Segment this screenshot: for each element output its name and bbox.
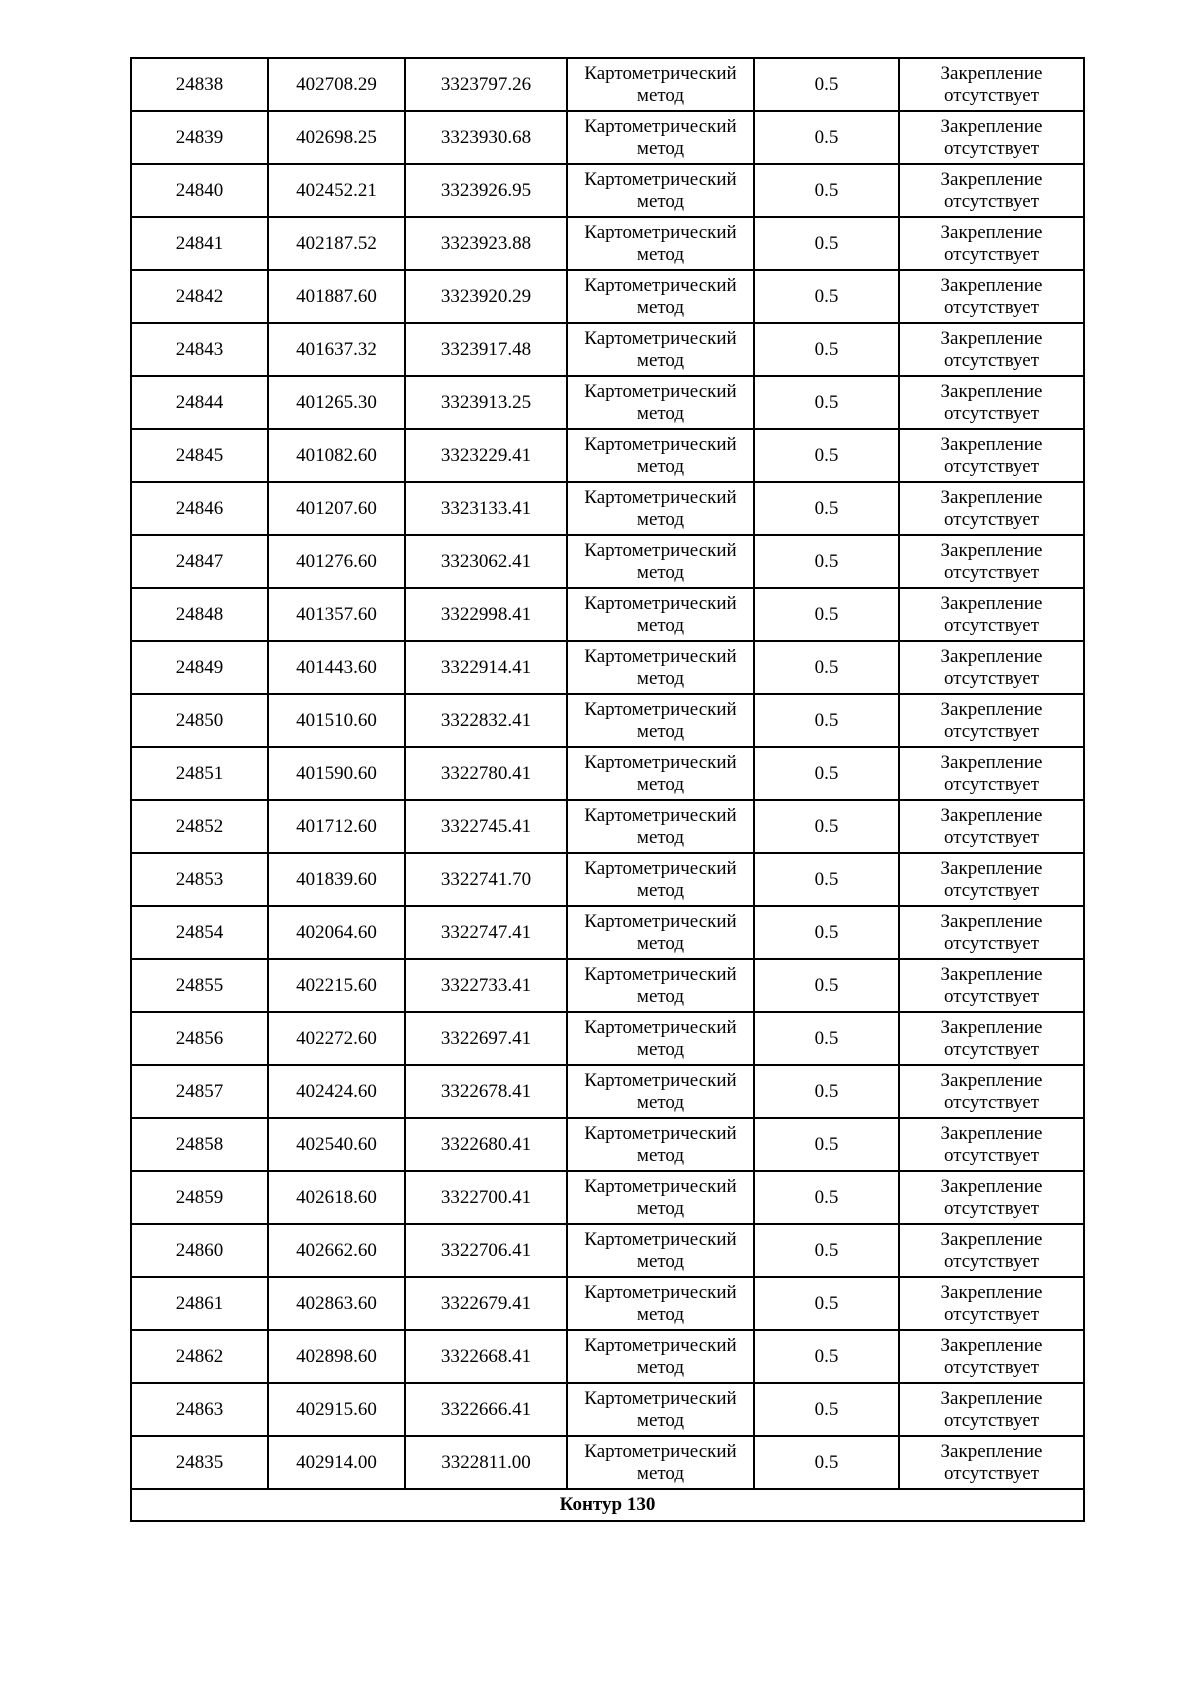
accuracy-cell: 0.5 xyxy=(754,800,899,853)
fixing-cell: Закрепление отсутствует xyxy=(899,1065,1084,1118)
fixing-cell: Закрепление отсутствует xyxy=(899,1330,1084,1383)
x-coordinate-cell: 402618.60 xyxy=(268,1171,405,1224)
accuracy-cell: 0.5 xyxy=(754,1118,899,1171)
method-cell: Картометрический метод xyxy=(567,164,754,217)
fixing-cell: Закрепление отсутствует xyxy=(899,906,1084,959)
accuracy-cell: 0.5 xyxy=(754,694,899,747)
table-row xyxy=(131,853,1084,906)
table-row xyxy=(131,959,1084,1012)
x-coordinate-cell: 401510.60 xyxy=(268,694,405,747)
point-number-cell: 24855 xyxy=(131,959,268,1012)
method-cell: Картометрический метод xyxy=(567,1277,754,1330)
y-coordinate-cell: 3323926.95 xyxy=(405,164,567,217)
x-coordinate-cell: 402540.60 xyxy=(268,1118,405,1171)
x-coordinate-cell: 402064.60 xyxy=(268,906,405,959)
point-number-cell: 24840 xyxy=(131,164,268,217)
method-cell: Картометрический метод xyxy=(567,1171,754,1224)
y-coordinate-cell: 3323920.29 xyxy=(405,270,567,323)
accuracy-cell: 0.5 xyxy=(754,1224,899,1277)
point-number-cell: 24861 xyxy=(131,1277,268,1330)
fixing-cell: Закрепление отсутствует xyxy=(899,641,1084,694)
table-row xyxy=(131,1436,1084,1489)
method-cell: Картометрический метод xyxy=(567,376,754,429)
fixing-cell: Закрепление отсутствует xyxy=(899,694,1084,747)
method-cell: Картометрический метод xyxy=(567,853,754,906)
table-row xyxy=(131,376,1084,429)
fixing-cell: Закрепление отсутствует xyxy=(899,376,1084,429)
fixing-cell: Закрепление отсутствует xyxy=(899,1224,1084,1277)
x-coordinate-cell: 402187.52 xyxy=(268,217,405,270)
table-row xyxy=(131,1330,1084,1383)
table-row xyxy=(131,694,1084,747)
y-coordinate-cell: 3323062.41 xyxy=(405,535,567,588)
method-cell: Картометрический метод xyxy=(567,588,754,641)
y-coordinate-cell: 3323133.41 xyxy=(405,482,567,535)
x-coordinate-cell: 401276.60 xyxy=(268,535,405,588)
fixing-cell: Закрепление отсутствует xyxy=(899,535,1084,588)
x-coordinate-cell: 402898.60 xyxy=(268,1330,405,1383)
fixing-cell: Закрепление отсутствует xyxy=(899,270,1084,323)
accuracy-cell: 0.5 xyxy=(754,641,899,694)
y-coordinate-cell: 3323917.48 xyxy=(405,323,567,376)
x-coordinate-cell: 401357.60 xyxy=(268,588,405,641)
fixing-cell: Закрепление отсутствует xyxy=(899,323,1084,376)
coordinates-table xyxy=(130,57,1085,1522)
y-coordinate-cell: 3322680.41 xyxy=(405,1118,567,1171)
accuracy-cell: 0.5 xyxy=(754,959,899,1012)
accuracy-cell: 0.5 xyxy=(754,376,899,429)
point-number-cell: 24842 xyxy=(131,270,268,323)
fixing-cell: Закрепление отсутствует xyxy=(899,1277,1084,1330)
table-row xyxy=(131,1012,1084,1065)
fixing-cell: Закрепление отсутствует xyxy=(899,800,1084,853)
fixing-cell: Закрепление отсутствует xyxy=(899,482,1084,535)
table-row xyxy=(131,1224,1084,1277)
y-coordinate-cell: 3322697.41 xyxy=(405,1012,567,1065)
point-number-cell: 24848 xyxy=(131,588,268,641)
y-coordinate-cell: 3322914.41 xyxy=(405,641,567,694)
fixing-cell: Закрепление отсутствует xyxy=(899,1171,1084,1224)
point-number-cell: 24854 xyxy=(131,906,268,959)
x-coordinate-cell: 402272.60 xyxy=(268,1012,405,1065)
method-cell: Картометрический метод xyxy=(567,694,754,747)
y-coordinate-cell: 3322733.41 xyxy=(405,959,567,1012)
x-coordinate-cell: 401265.30 xyxy=(268,376,405,429)
x-coordinate-cell: 402424.60 xyxy=(268,1065,405,1118)
table-row xyxy=(131,111,1084,164)
point-number-cell: 24844 xyxy=(131,376,268,429)
x-coordinate-cell: 402698.25 xyxy=(268,111,405,164)
point-number-cell: 24838 xyxy=(131,58,268,111)
fixing-cell: Закрепление отсутствует xyxy=(899,217,1084,270)
y-coordinate-cell: 3322679.41 xyxy=(405,1277,567,1330)
point-number-cell: 24851 xyxy=(131,747,268,800)
method-cell: Картометрический метод xyxy=(567,429,754,482)
point-number-cell: 24847 xyxy=(131,535,268,588)
x-coordinate-cell: 402863.60 xyxy=(268,1277,405,1330)
table-row xyxy=(131,1118,1084,1171)
accuracy-cell: 0.5 xyxy=(754,323,899,376)
method-cell: Картометрический метод xyxy=(567,1436,754,1489)
table-row xyxy=(131,58,1084,111)
method-cell: Картометрический метод xyxy=(567,1012,754,1065)
accuracy-cell: 0.5 xyxy=(754,217,899,270)
fixing-cell: Закрепление отсутствует xyxy=(899,1383,1084,1436)
accuracy-cell: 0.5 xyxy=(754,906,899,959)
y-coordinate-cell: 3322780.41 xyxy=(405,747,567,800)
contour-label: Контур 130 xyxy=(131,1489,1084,1521)
point-number-cell: 24852 xyxy=(131,800,268,853)
table-row xyxy=(131,429,1084,482)
method-cell: Картометрический метод xyxy=(567,1118,754,1171)
table-row xyxy=(131,641,1084,694)
point-number-cell: 24857 xyxy=(131,1065,268,1118)
contour-footer-row xyxy=(131,1489,1084,1521)
fixing-cell: Закрепление отсутствует xyxy=(899,58,1084,111)
y-coordinate-cell: 3322747.41 xyxy=(405,906,567,959)
y-coordinate-cell: 3323797.26 xyxy=(405,58,567,111)
y-coordinate-cell: 3323229.41 xyxy=(405,429,567,482)
y-coordinate-cell: 3322741.70 xyxy=(405,853,567,906)
y-coordinate-cell: 3322811.00 xyxy=(405,1436,567,1489)
fixing-cell: Закрепление отсутствует xyxy=(899,853,1084,906)
method-cell: Картометрический метод xyxy=(567,535,754,588)
point-number-cell: 24860 xyxy=(131,1224,268,1277)
table-row xyxy=(131,323,1084,376)
fixing-cell: Закрепление отсутствует xyxy=(899,164,1084,217)
y-coordinate-cell: 3322666.41 xyxy=(405,1383,567,1436)
method-cell: Картометрический метод xyxy=(567,641,754,694)
accuracy-cell: 0.5 xyxy=(754,1436,899,1489)
fixing-cell: Закрепление отсутствует xyxy=(899,588,1084,641)
table-row xyxy=(131,270,1084,323)
accuracy-cell: 0.5 xyxy=(754,1383,899,1436)
point-number-cell: 24859 xyxy=(131,1171,268,1224)
point-number-cell: 24849 xyxy=(131,641,268,694)
point-number-cell: 24850 xyxy=(131,694,268,747)
table-row xyxy=(131,482,1084,535)
table-row xyxy=(131,747,1084,800)
accuracy-cell: 0.5 xyxy=(754,1012,899,1065)
method-cell: Картометрический метод xyxy=(567,747,754,800)
accuracy-cell: 0.5 xyxy=(754,482,899,535)
accuracy-cell: 0.5 xyxy=(754,1277,899,1330)
method-cell: Картометрический метод xyxy=(567,323,754,376)
fixing-cell: Закрепление отсутствует xyxy=(899,429,1084,482)
x-coordinate-cell: 401443.60 xyxy=(268,641,405,694)
x-coordinate-cell: 401637.32 xyxy=(268,323,405,376)
point-number-cell: 24841 xyxy=(131,217,268,270)
method-cell: Картометрический метод xyxy=(567,1065,754,1118)
x-coordinate-cell: 402452.21 xyxy=(268,164,405,217)
method-cell: Картометрический метод xyxy=(567,217,754,270)
point-number-cell: 24846 xyxy=(131,482,268,535)
point-number-cell: 24858 xyxy=(131,1118,268,1171)
fixing-cell: Закрепление отсутствует xyxy=(899,959,1084,1012)
x-coordinate-cell: 402662.60 xyxy=(268,1224,405,1277)
table-row xyxy=(131,588,1084,641)
table-row xyxy=(131,164,1084,217)
accuracy-cell: 0.5 xyxy=(754,1330,899,1383)
accuracy-cell: 0.5 xyxy=(754,58,899,111)
x-coordinate-cell: 402914.00 xyxy=(268,1436,405,1489)
x-coordinate-cell: 402708.29 xyxy=(268,58,405,111)
method-cell: Картометрический метод xyxy=(567,959,754,1012)
method-cell: Картометрический метод xyxy=(567,111,754,164)
y-coordinate-cell: 3323913.25 xyxy=(405,376,567,429)
fixing-cell: Закрепление отсутствует xyxy=(899,1118,1084,1171)
y-coordinate-cell: 3323923.88 xyxy=(405,217,567,270)
fixing-cell: Закрепление отсутствует xyxy=(899,1012,1084,1065)
y-coordinate-cell: 3322700.41 xyxy=(405,1171,567,1224)
table-row xyxy=(131,1171,1084,1224)
y-coordinate-cell: 3322668.41 xyxy=(405,1330,567,1383)
fixing-cell: Закрепление отсутствует xyxy=(899,1436,1084,1489)
accuracy-cell: 0.5 xyxy=(754,111,899,164)
y-coordinate-cell: 3322678.41 xyxy=(405,1065,567,1118)
fixing-cell: Закрепление отсутствует xyxy=(899,111,1084,164)
method-cell: Картометрический метод xyxy=(567,58,754,111)
accuracy-cell: 0.5 xyxy=(754,1065,899,1118)
point-number-cell: 24862 xyxy=(131,1330,268,1383)
x-coordinate-cell: 401712.60 xyxy=(268,800,405,853)
method-cell: Картометрический метод xyxy=(567,270,754,323)
accuracy-cell: 0.5 xyxy=(754,164,899,217)
method-cell: Картометрический метод xyxy=(567,906,754,959)
method-cell: Картометрический метод xyxy=(567,1383,754,1436)
fixing-cell: Закрепление отсутствует xyxy=(899,747,1084,800)
point-number-cell: 24843 xyxy=(131,323,268,376)
method-cell: Картометрический метод xyxy=(567,1330,754,1383)
accuracy-cell: 0.5 xyxy=(754,853,899,906)
accuracy-cell: 0.5 xyxy=(754,1171,899,1224)
accuracy-cell: 0.5 xyxy=(754,429,899,482)
accuracy-cell: 0.5 xyxy=(754,747,899,800)
accuracy-cell: 0.5 xyxy=(754,535,899,588)
accuracy-cell: 0.5 xyxy=(754,270,899,323)
point-number-cell: 24845 xyxy=(131,429,268,482)
y-coordinate-cell: 3322745.41 xyxy=(405,800,567,853)
y-coordinate-cell: 3322998.41 xyxy=(405,588,567,641)
method-cell: Картометрический метод xyxy=(567,1224,754,1277)
method-cell: Картометрический метод xyxy=(567,800,754,853)
table-row xyxy=(131,1277,1084,1330)
point-number-cell: 24835 xyxy=(131,1436,268,1489)
point-number-cell: 24863 xyxy=(131,1383,268,1436)
y-coordinate-cell: 3322832.41 xyxy=(405,694,567,747)
table-row xyxy=(131,217,1084,270)
point-number-cell: 24839 xyxy=(131,111,268,164)
x-coordinate-cell: 401887.60 xyxy=(268,270,405,323)
table-row xyxy=(131,535,1084,588)
y-coordinate-cell: 3322706.41 xyxy=(405,1224,567,1277)
point-number-cell: 24856 xyxy=(131,1012,268,1065)
x-coordinate-cell: 401839.60 xyxy=(268,853,405,906)
accuracy-cell: 0.5 xyxy=(754,588,899,641)
table-row xyxy=(131,1383,1084,1436)
x-coordinate-cell: 402915.60 xyxy=(268,1383,405,1436)
method-cell: Картометрический метод xyxy=(567,482,754,535)
table-row xyxy=(131,906,1084,959)
x-coordinate-cell: 401207.60 xyxy=(268,482,405,535)
x-coordinate-cell: 401082.60 xyxy=(268,429,405,482)
x-coordinate-cell: 401590.60 xyxy=(268,747,405,800)
coordinates-table-body xyxy=(131,58,1084,1521)
y-coordinate-cell: 3323930.68 xyxy=(405,111,567,164)
table-row xyxy=(131,800,1084,853)
table-row xyxy=(131,1065,1084,1118)
point-number-cell: 24853 xyxy=(131,853,268,906)
x-coordinate-cell: 402215.60 xyxy=(268,959,405,1012)
